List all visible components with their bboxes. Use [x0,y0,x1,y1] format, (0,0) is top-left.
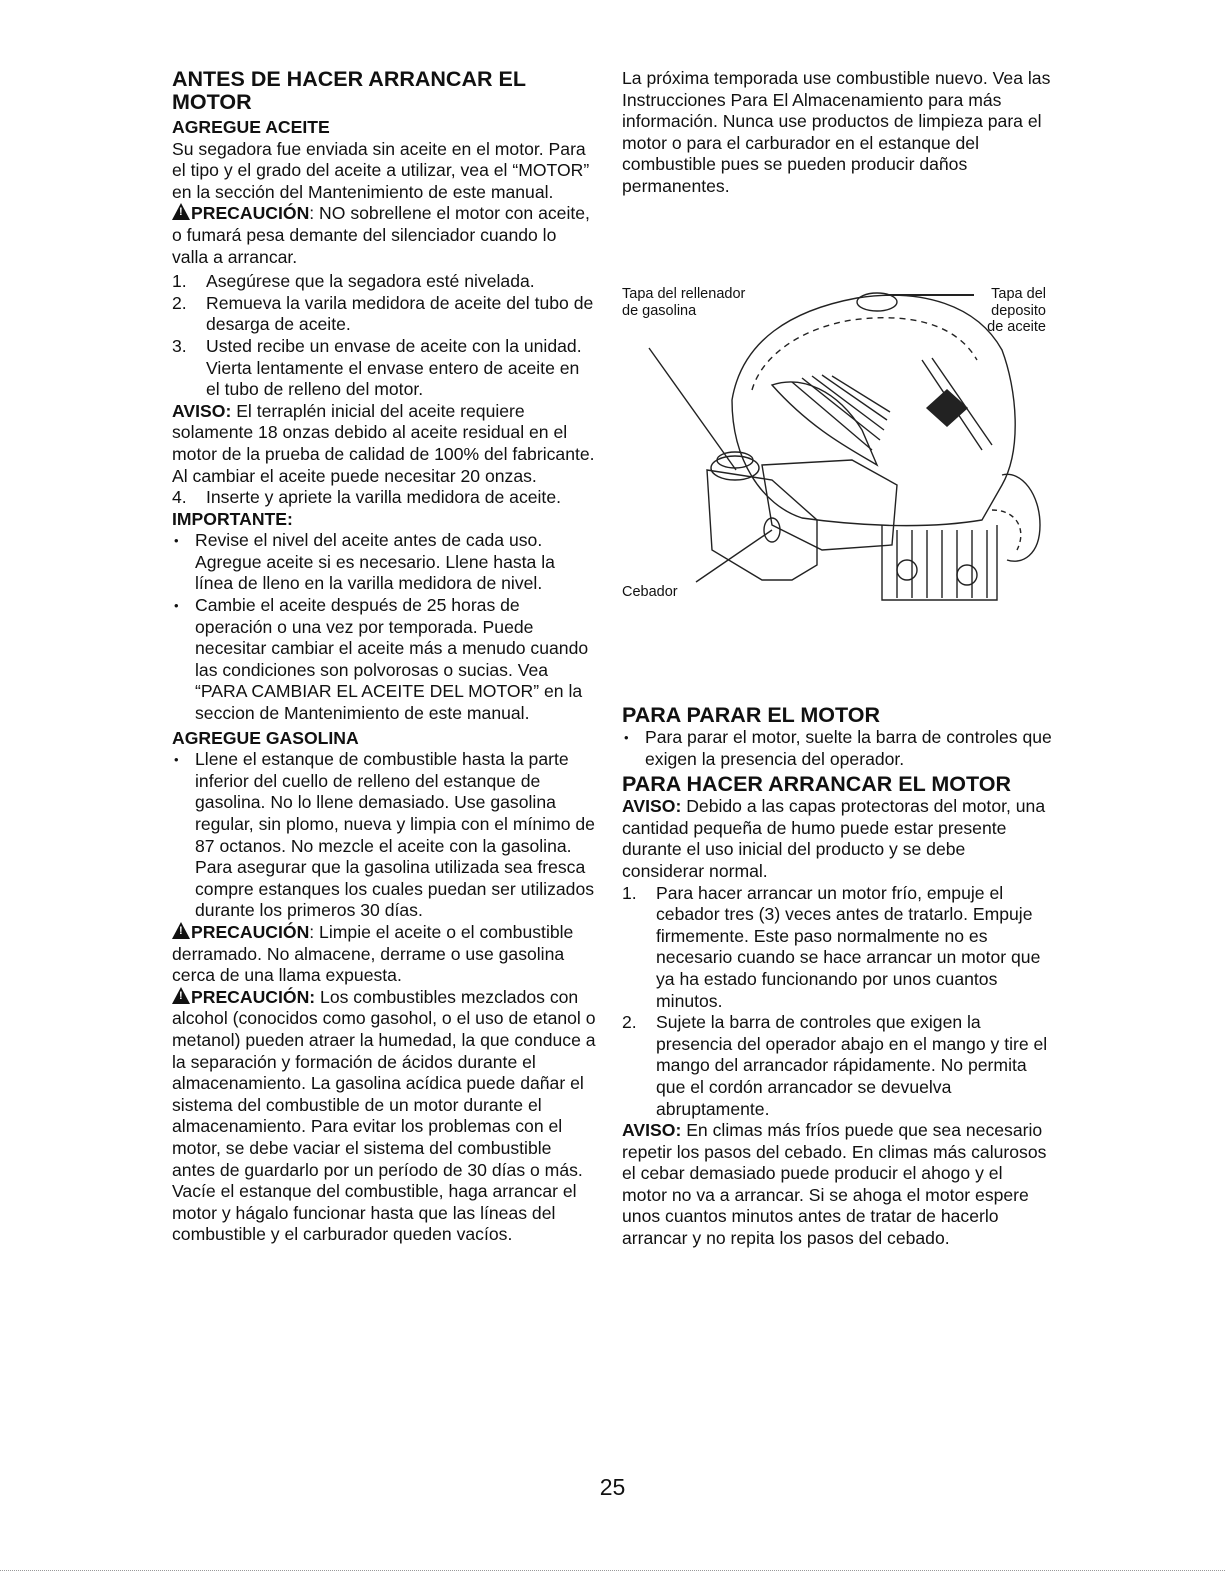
list-item [622,883,1052,1013]
list-item: • Revise el nivel del aceite antes de cada uso. Agregue aceite si es necesario. Llene hasta la línea de lleno en la varilla medidora de nivel. [172,530,597,595]
step-text: Sujete la barra de controles que exigen la presencia del operador abajo en el mango y tire el mango del arrancador rápidamente. No permita que el cordón arrancador se devuelva abruptamente. [656,1012,1048,1119]
right-column-bottom [622,704,1052,1250]
heading-important: IMPORTANTE: [172,508,293,529]
engine-figure [622,280,1052,630]
warning-icon [172,987,190,1004]
warning-icon [172,203,190,220]
oil-intro: Su segadora fue enviada sin aceite en el motor. Para el tipo y el grado del aceite a utilizar, vea el “MOTOR” en la sección del Mantenimiento de este manual. [172,138,590,202]
label-fuel-cap: Tapa del rellenador de gasolina [622,286,746,319]
list-item [172,487,597,509]
list-item [172,293,597,336]
oil-steps [172,271,597,401]
step-number: 2. [172,292,187,313]
list-item: • Llene el estanque de combustible hasta la parte inferior del cuello de relleno del estanque de gasolina. No lo llene demasiado. Use gasolina regular, sin plomo, nueva y limpia con el mínimo de 87 octanos. No mezcle el aceite con la gasolina. Para asegurar que la gasolina utilizada sea fresca compre estanques los cuales puedan ser utilizados durante los primeros 30 días. [172,749,597,922]
list-item: • Para parar el motor, suelte la barra de controles que exigen la presencia del operador. [622,727,1052,770]
start-steps [622,883,1052,1121]
page-bottom-rule [0,1570,1225,1571]
step-text: Inserte y apriete la varilla medidora de aceite. [206,487,561,508]
list-item [172,271,597,293]
step-number: 1. [172,271,187,292]
caution-label: PRECAUCIÓN: [191,986,316,1007]
label-oil-cap: Tapa del deposito de aceite [987,286,1046,335]
step-number: 3. [172,335,187,356]
heading-add-oil: AGREGUE ACEITE [172,117,330,137]
right-column-top [622,68,1052,198]
step-number: 4. [172,487,187,508]
oil-caution [172,203,597,268]
list-item [172,336,597,401]
caution-text: : Limpie el aceite o el combustible derramado. No almacene, derrame o use gasolina cerca de una llama expuesta. [172,921,574,986]
aviso-label: AVISO: [622,1120,682,1141]
muffler [1002,474,1040,561]
step-text: Asegúrese que la segadora esté nivelada. [206,271,535,292]
caution-text: : NO sobrellene el motor con aceite, o fumará pesa demante del silenciador cuando lo valla a arrancar. [172,203,590,267]
oil-step-4 [172,487,597,509]
heading-add-gasoline: AGREGUE GASOLINA [172,727,359,748]
caution-label: PRECAUCIÓN [191,203,310,224]
step-number: 1. [622,882,637,903]
start-aviso-1 [622,796,1052,882]
left-column [172,68,597,1246]
aviso-label: AVISO: [622,796,682,817]
gasoline-bullets [172,749,597,922]
list-item [622,1012,1052,1120]
fuel-cap-leader [649,348,736,470]
step-text: Remueva la varila medidora de aceite del tubo de desarga de aceite. [206,292,594,335]
step-text: Para hacer arrancar un motor frío, empuje el cebador tres (3) veces antes de tratarlo. Empuje firmemente. Este paso normalmente no es necesario cuando se hace arrancar un motor que ya ha estado funcionando por unos cuantos minutos. [656,882,1041,1011]
gas-caution-1 [172,922,597,987]
warning-icon [172,922,190,939]
storage-paragraph: La próxima temporada use combustible nuevo. Vea las Instrucciones Para El Almacenamiento para más información. Nunca use productos de limpieza para el motor o para el carburador en el estanque del combustible pues se pueden producir daños permanentes. [622,68,1051,196]
step-text: Usted recibe un envase de aceite con la unidad. Vierta lentamente el envase entero de aceite en el tubo de relleno del motor. [206,335,582,400]
list-item: • Cambie el aceite después de 25 horas de operación o una vez por temporada. Puede necesitar cambiar el aceite más a menudo cuando las condiciones son polvorosas o sucias. Vea “PARA CAMBIAR EL ACEITE DEL MOTOR” en la seccion de Mantenimiento de este manual. [172,595,597,725]
aviso-text: En climas más fríos puede que sea necesario repetir los pasos del cebado. En climas más calurosos el cebar demasiado puede producir el ahogo y el motor no va a arrancar. Si se ahoga el motor espere unos cuantos minutos antes de tratar de hacerlo arrancar y no repita los pasos del cebado. [622,1120,1047,1249]
primer-leader [696,530,772,582]
brand-logo-icon [927,390,967,426]
gas-caution-2 [172,987,597,1246]
aviso-label: AVISO: [172,400,232,421]
start-aviso-2 [622,1120,1052,1250]
section-title-before-start: ANTES DE HACER ARRANCAR EL MOTOR [172,67,526,114]
aviso-text: Debido a las capas protectoras del motor, una cantidad pequeña de humo puede estar presente durante el uso inicial del producto y se debe considerar normal. [622,796,1046,881]
caution-label: PRECAUCIÓN [191,921,310,942]
stop-bullets [622,727,1052,770]
important-bullets [172,530,597,724]
aviso-text: El terraplén inicial del aceite requiere solamente 18 onzas debido al aceite residual en el motor de la prueba de calidad de 100% del fabricante. Al cambiar el aceite puede necesitar 20 onzas. [172,400,595,486]
step-number: 2. [622,1012,637,1033]
caution-text: Los combustibles mezclados con alcohol (conocidos como gasohol, o el uso de etanol o metanol) pueden atraer la humedad, la que conduce a la separación y formación de ácidos durante el almacenamiento. La gasolina acídica puede dañar el sistema del combustible de un motor durante el almacenamiento. Para evitar los problemas con el motor, se debe vaciar el sistema del combustible antes de guardarlo por un período de 30 días o más. Vacíe el estanque del combustible, haga arrancar el motor y hágalo funcionar hasta que las líneas del combustible y el carburador queden vacíos. [172,986,596,1245]
heading-start-engine: PARA HACER ARRANCAR EL MOTOR [622,772,1011,797]
heading-stop-engine: PARA PARAR EL MOTOR [622,703,881,727]
oil-aviso [172,401,597,487]
label-primer: Cebador [622,584,678,600]
page-number: 25 [599,1474,626,1500]
